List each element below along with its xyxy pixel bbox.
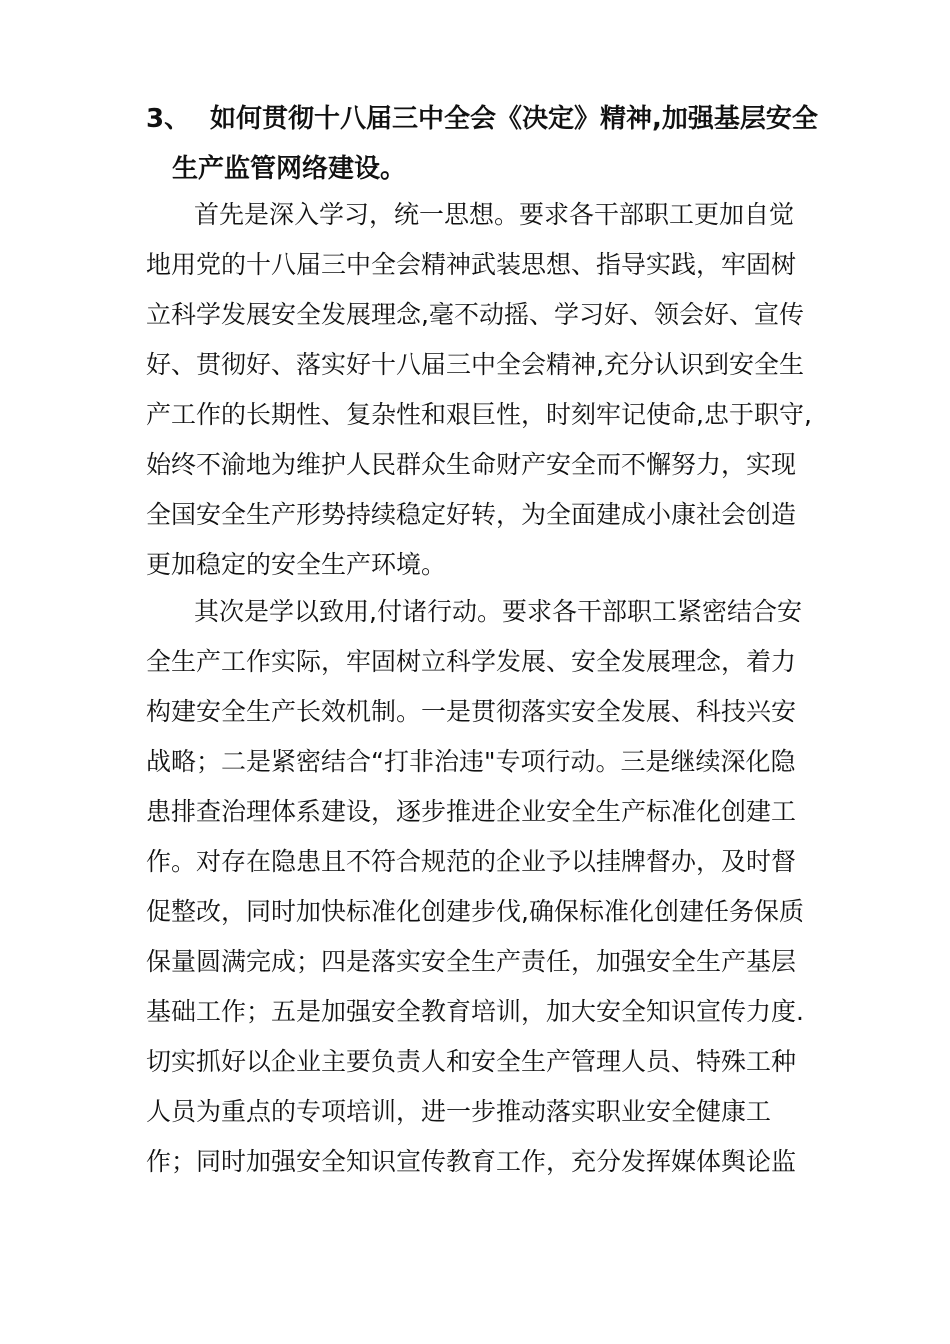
paragraph-line: 基础工作；五是加强安全教育培训，加大安全知识宣传力度. bbox=[146, 997, 804, 1026]
paragraph-line: 战略；二是紧密结合“打非治违"专项行动。三是继续深化隐 bbox=[146, 747, 796, 776]
paragraph-line: 首先是深入学习，统一思想。要求各干部职工更加自觉 bbox=[194, 200, 795, 229]
paragraph-line: 作；同时加强安全知识宣传教育工作，充分发挥媒体舆论监 bbox=[146, 1147, 797, 1176]
paragraph-line: 患排查治理体系建设，逐步推进企业安全生产标准化创建工 bbox=[146, 797, 797, 826]
paragraph-line: 好、贯彻好、落实好十八届三中全会精神,充分认识到安全生 bbox=[146, 350, 804, 379]
paragraph-line: 全生产工作实际，牢固树立科学发展、安全发展理念，着力 bbox=[146, 647, 797, 676]
paragraph-line: 地用党的十八届三中全会精神武装思想、指导实践，牢固树 bbox=[146, 250, 797, 279]
paragraph-line: 全国安全生产形势持续稳定好转，为全面建成小康社会创造 bbox=[146, 500, 797, 529]
section-title-line-1: 如何贯彻十八届三中全会《决定》精神,加强基层安全 bbox=[210, 104, 818, 134]
paragraph-line: 人员为重点的专项培训，进一步推动落实职业安全健康工 bbox=[146, 1097, 772, 1126]
paragraph-line: 构建安全生产长效机制。一是贯彻落实安全发展、科技兴安 bbox=[146, 697, 797, 726]
paragraph-line: 更加稳定的安全生产环境。 bbox=[146, 550, 447, 579]
paragraph-line: 产工作的长期性、复杂性和艰巨性，时刻牢记使命,忠于职守, bbox=[146, 400, 812, 429]
paragraph-line: 始终不渝地为维护人民群众生命财产安全而不懈努力，实现 bbox=[146, 450, 797, 479]
paragraph-line: 保量圆满完成；四是落实安全生产责任，加强安全生产基层 bbox=[146, 947, 797, 976]
paragraph-line: 切实抓好以企业主要负责人和安全生产管理人员、特殊工种 bbox=[146, 1047, 797, 1076]
paragraph-line: 作。对存在隐患且不符合规范的企业予以挂牌督办，及时督 bbox=[146, 847, 797, 876]
section-number: 3、 bbox=[146, 104, 191, 134]
section-title-line-2: 生产监管网络建设。 bbox=[172, 154, 407, 184]
paragraph-line: 其次是学以致用,付诸行动。要求各干部职工紧密结合安 bbox=[194, 597, 802, 626]
paragraph-line: 促整改，同时加快标准化创建步伐,确保标准化创建任务保质 bbox=[146, 897, 804, 926]
paragraph-line: 立科学发展安全发展理念,毫不动摇、学习好、领会好、宣传 bbox=[146, 300, 804, 329]
